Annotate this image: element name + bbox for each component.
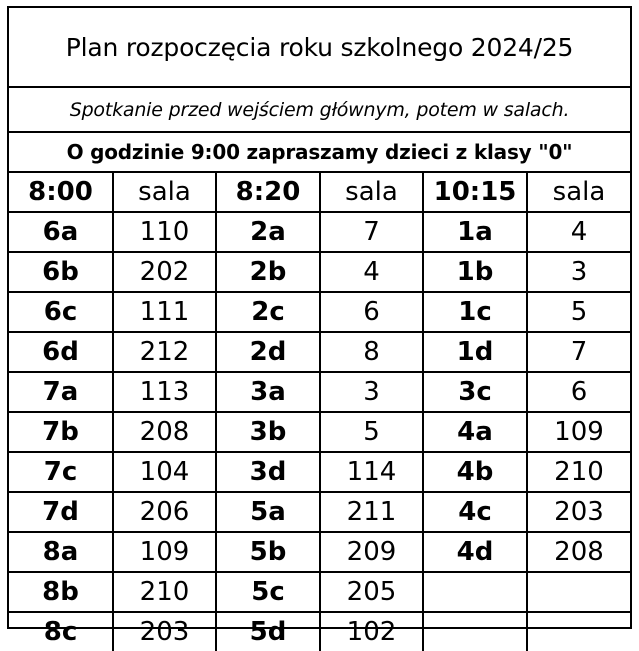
class-cell: 8a [9, 532, 113, 572]
room-cell: 109 [527, 412, 630, 452]
room-cell: 208 [527, 532, 630, 572]
room-cell: 109 [113, 532, 216, 572]
class-cell: 3c [423, 372, 527, 412]
class-cell: 8c [9, 612, 113, 651]
room-cell: 114 [320, 452, 423, 492]
header-row [9, 173, 630, 212]
room-cell [527, 612, 630, 651]
room-cell: 205 [320, 572, 423, 612]
room-cell: 208 [113, 412, 216, 452]
group2-time-header: 8:20 [216, 173, 320, 212]
room-cell: 202 [113, 252, 216, 292]
class-cell: 2c [216, 292, 320, 332]
table-row [9, 252, 630, 292]
class-cell: 4c [423, 492, 527, 532]
class-cell: 6c [9, 292, 113, 332]
group1-room-header: sala [113, 173, 216, 212]
class-cell: 3a [216, 372, 320, 412]
room-cell: 3 [320, 372, 423, 412]
class-zero-notice: O godzinie 9:00 zapraszamy dzieci z klasy "0" [9, 133, 630, 173]
class-cell: 4b [423, 452, 527, 492]
class-cell: 5a [216, 492, 320, 532]
class-cell: 6b [9, 252, 113, 292]
room-cell: 209 [320, 532, 423, 572]
class-cell: 1c [423, 292, 527, 332]
room-cell: 203 [527, 492, 630, 532]
class-cell: 2a [216, 212, 320, 252]
room-cell: 210 [113, 572, 216, 612]
class-cell: 2d [216, 332, 320, 372]
room-cell: 211 [320, 492, 423, 532]
meeting-info: Spotkanie przed wejściem głównym, potem w salach. [9, 88, 630, 133]
class-cell: 7c [9, 452, 113, 492]
class-cell: 4a [423, 412, 527, 452]
table-row [9, 612, 630, 651]
room-cell: 206 [113, 492, 216, 532]
room-cell: 4 [320, 252, 423, 292]
class-cell: 7b [9, 412, 113, 452]
room-cell: 203 [113, 612, 216, 651]
class-cell: 3d [216, 452, 320, 492]
schedule-sheet [7, 6, 632, 647]
room-cell: 5 [527, 292, 630, 332]
table-row [9, 492, 630, 532]
class-cell: 5c [216, 572, 320, 612]
class-cell: 8b [9, 572, 113, 612]
group1-time-header: 8:00 [9, 173, 113, 212]
group2-room-header: sala [320, 173, 423, 212]
class-cell: 7a [9, 372, 113, 412]
class-cell: 6a [9, 212, 113, 252]
group3-room-header: sala [527, 173, 630, 212]
schedule-table [9, 173, 630, 651]
room-cell: 212 [113, 332, 216, 372]
room-cell: 111 [113, 292, 216, 332]
class-cell: 1d [423, 332, 527, 372]
class-cell: 1b [423, 252, 527, 292]
class-cell: 5d [216, 612, 320, 651]
class-cell: 2b [216, 252, 320, 292]
room-cell: 6 [527, 372, 630, 412]
room-cell: 113 [113, 372, 216, 412]
page-title: Plan rozpoczęcia roku szkolnego 2024/25 [9, 8, 630, 88]
table-row [9, 372, 630, 412]
table-row [9, 292, 630, 332]
table-row [9, 532, 630, 572]
table-row [9, 412, 630, 452]
room-cell [527, 572, 630, 612]
class-cell: 4d [423, 532, 527, 572]
room-cell: 102 [320, 612, 423, 651]
room-cell: 8 [320, 332, 423, 372]
class-cell: 3b [216, 412, 320, 452]
room-cell: 6 [320, 292, 423, 332]
room-cell: 5 [320, 412, 423, 452]
room-cell: 110 [113, 212, 216, 252]
group3-time-header: 10:15 [423, 173, 527, 212]
room-cell: 104 [113, 452, 216, 492]
room-cell: 7 [320, 212, 423, 252]
room-cell: 210 [527, 452, 630, 492]
room-cell: 7 [527, 332, 630, 372]
table-row [9, 212, 630, 252]
class-cell: 6d [9, 332, 113, 372]
class-cell: 5b [216, 532, 320, 572]
room-cell: 4 [527, 212, 630, 252]
table-row [9, 452, 630, 492]
class-cell [423, 572, 527, 612]
table-row [9, 332, 630, 372]
class-cell [423, 612, 527, 651]
table-row [9, 572, 630, 612]
room-cell: 3 [527, 252, 630, 292]
class-cell: 7d [9, 492, 113, 532]
class-cell: 1a [423, 212, 527, 252]
